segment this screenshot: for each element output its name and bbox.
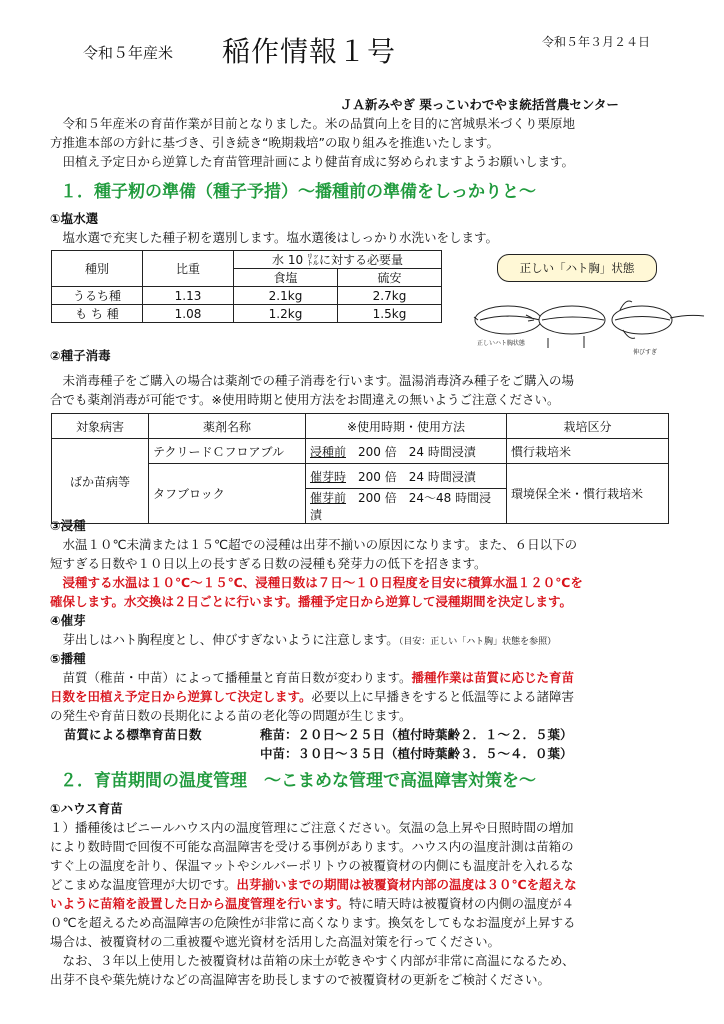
cell-kind: うるち種 bbox=[52, 287, 143, 305]
soak-line-1: 水温１０℃未満または１５℃超での浸種は出芽不揃いの原因になります。また、６日以下の bbox=[62, 537, 578, 552]
section-2-title: ２．育苗期間の温度管理 ～こまめな管理で高温障害対策を～ bbox=[60, 771, 536, 791]
soak-line-2: 短すぎる日数や１０日以上の長すぎる日数の浸種も発芽力の低下を招きます。 bbox=[50, 556, 487, 571]
house-warning: 出芽揃いまでの期間は被覆資材内部の温度は３０℃を超えな bbox=[236, 877, 577, 892]
table-row bbox=[52, 305, 442, 323]
th-ammonium: 硫安 bbox=[338, 269, 442, 287]
year-crop-label: 令和５年産米 bbox=[83, 44, 174, 62]
th-gravity: 比重 bbox=[143, 251, 234, 287]
sow-text: 苗質（稚苗・中苗）によって播種量と育苗日数が変わります。 bbox=[62, 670, 412, 685]
sow-line-2 bbox=[50, 687, 574, 706]
soak-warning-2: 確保します。水交換は２日ごとに行います。播種予定日から逆算して浸種期間を決定します。 bbox=[50, 594, 573, 609]
th-usage: ※使用時期・使用方法 bbox=[306, 414, 507, 439]
germ-main: 芽出しはハト胸程度とし、伸びすぎないように注意します。 bbox=[62, 632, 399, 647]
cell-ammonium: 1.5kg bbox=[338, 305, 442, 323]
figure-label-correct: 正しいハト胸状態 bbox=[477, 340, 525, 347]
table-row bbox=[52, 439, 669, 464]
house-line-7: 場合は、被覆資材の二重被覆や遮光資材を活用した高温対策を行ってください。 bbox=[50, 934, 501, 949]
house-line-8: なお、３年以上使用した被覆資材は苗箱の床土が乾きやすく内部が非常に高温になるため、 bbox=[62, 953, 575, 968]
intro-line-3: 田植え予定日から逆算した育苗管理計画により健苗育成に努められますようお願いします。 bbox=[62, 154, 575, 169]
enkosen-text: 塩水選で充実した種子籾を選別します。塩水選後はしっかり水洗いをします。 bbox=[62, 230, 499, 245]
sow-heading: ⑤播種 bbox=[50, 651, 86, 666]
hatomune-caption: 正しい「ハト胸」状態 bbox=[519, 261, 635, 275]
sow-warning: 播種作業は苗質に応じた育苗 bbox=[411, 670, 575, 685]
salt-water-table bbox=[51, 250, 442, 323]
section-1-title: １．種子籾の準備（種子予措）～播種前の準備をしっかりと～ bbox=[60, 182, 536, 202]
cell-usage bbox=[306, 464, 507, 489]
soak-warning-1: 浸種する水温は１０℃～１５℃、浸種日数は７日～１０日程度を目安に積算水温１２０℃を bbox=[62, 575, 583, 590]
house-line-9: 出芽不良や葉先焼けなどの高温障害を助長しますので被覆資材の更新をご検討ください。 bbox=[50, 972, 551, 987]
disinfect-line-2: 合でも薬剤消毒が可能です。※使用時期と使用方法をお間違えの無いようご注意ください。 bbox=[50, 392, 560, 407]
house-line-6: ０℃を超えるため高温障害の危険性が非常に高くなります。換気をしてもなお温度が上昇する bbox=[50, 915, 576, 930]
house-line-4 bbox=[50, 875, 577, 894]
germ-text bbox=[50, 630, 556, 652]
seed-right bbox=[612, 306, 672, 334]
table-row bbox=[52, 287, 442, 305]
page-title: 稲作情報１号 bbox=[222, 35, 397, 68]
cell-disease: ばか苗病等 bbox=[52, 439, 149, 524]
cell-salt: 2.1kg bbox=[234, 287, 338, 305]
germ-heading: ④催芽 bbox=[50, 613, 86, 628]
cell-usage bbox=[306, 439, 507, 464]
disinfect-heading: ②種子消毒 bbox=[50, 348, 111, 363]
standard-days-young: 稚苗：２０日～２５日（植付時葉齢２．１～２．５葉） bbox=[260, 727, 573, 742]
sow-text: 必要以上に早播きをすると低温等による諸障害 bbox=[311, 689, 575, 704]
standard-days-label: 苗質による標準育苗日数 bbox=[64, 727, 202, 742]
intro-line-1: 令和５年産米の育苗作業が目前となりました。米の品質向上を目的に宮城県米づくり栗原地 bbox=[62, 116, 576, 131]
seed-middle bbox=[539, 306, 605, 334]
issue-date: 令和５年３月２４日 bbox=[542, 35, 651, 49]
cell-agent: タフブロック bbox=[149, 464, 306, 524]
house-text: どこまめな温度管理が大切です。 bbox=[50, 877, 237, 892]
house-line-5 bbox=[50, 894, 574, 913]
standard-days-medium: 中苗：３０日～３５日（植付時葉齢３．５～４．０葉） bbox=[260, 746, 573, 761]
usage-how: 200 倍 24～48 時間浸漬 bbox=[310, 491, 492, 522]
cell-agent: テクリードＣフロアブル bbox=[149, 439, 306, 464]
organization: ＪＡ新みやぎ 栗っこいわでやま統括営農センター bbox=[340, 97, 619, 112]
house-warning: いように苗箱を設置した日から温度管理を行います。 bbox=[50, 896, 350, 911]
cell-ammonium: 2.7kg bbox=[338, 287, 442, 305]
cell-gravity: 1.13 bbox=[143, 287, 234, 305]
house-heading: ①ハウス育苗 bbox=[50, 801, 123, 816]
th-need: 水 10 ㍑に対する必要量 bbox=[234, 251, 442, 269]
disinfect-line-1: 未消毒種子をご購入の場合は薬剤での種子消毒を行います。温湯消毒済み種子をご購入の場 bbox=[62, 373, 575, 388]
usage-when: 催芽時 bbox=[310, 469, 347, 484]
figure-label-overgrown: 伸びすぎ bbox=[633, 349, 658, 356]
intro-line-2: 方推進本部の方針に基づき、引き続き“晩期栽培”の取り組みを推進いたします。 bbox=[50, 135, 499, 150]
germ-note: （目安：正しい「ハト胸」状態を参照） bbox=[398, 637, 557, 647]
usage-when: 浸種前 bbox=[310, 444, 347, 459]
th-salt: 食塩 bbox=[234, 269, 338, 287]
hatomune-illustration bbox=[470, 290, 710, 358]
cell-class: 環境保全米・慣行栽培米 bbox=[507, 464, 669, 524]
usage-how: 200 倍 24 時間浸漬 bbox=[358, 444, 476, 459]
th-disease: 対象病害 bbox=[52, 414, 149, 439]
enkosen-heading: ①塩水選 bbox=[50, 211, 99, 226]
cell-kind: も ち 種 bbox=[52, 305, 143, 323]
house-text: 特に晴天時は被覆資材の内側の温度が４ bbox=[349, 896, 575, 911]
disinfection-table bbox=[51, 413, 669, 524]
usage-when: 催芽前 bbox=[310, 491, 347, 505]
house-line-2: により数時間で回復不可能な高温障害を受ける事例があります。ハウス内の温度計測は苗箱の bbox=[50, 839, 574, 854]
cell-salt: 1.2kg bbox=[234, 305, 338, 323]
cell-class: 慣行栽培米 bbox=[507, 439, 669, 464]
soak-heading: ③浸種 bbox=[50, 518, 86, 533]
hatomune-caption-box bbox=[497, 254, 657, 282]
th-kind: 種別 bbox=[52, 251, 143, 287]
cell-gravity: 1.08 bbox=[143, 305, 234, 323]
sow-warning: 日数を田植え予定日から逆算して決定します。 bbox=[50, 689, 312, 704]
sow-line-3: の発生や育苗日数の長期化による苗の老化等の問題が生じます。 bbox=[50, 708, 412, 723]
cell-usage bbox=[306, 489, 507, 524]
house-line-3: すぐ上の温度を計り、保温マットやシルバーポリトウの被覆資材の内側にも温度計を入れるな bbox=[50, 858, 574, 873]
th-class: 栽培区分 bbox=[507, 414, 669, 439]
sow-line-1 bbox=[50, 668, 574, 687]
usage-how: 200 倍 24 時間浸漬 bbox=[358, 469, 476, 484]
house-line-1: １）播種後はビニールハウス内の温度管理にご注意ください。気温の急上昇や日照時間の増加 bbox=[50, 820, 574, 835]
th-agent: 薬剤名称 bbox=[149, 414, 306, 439]
